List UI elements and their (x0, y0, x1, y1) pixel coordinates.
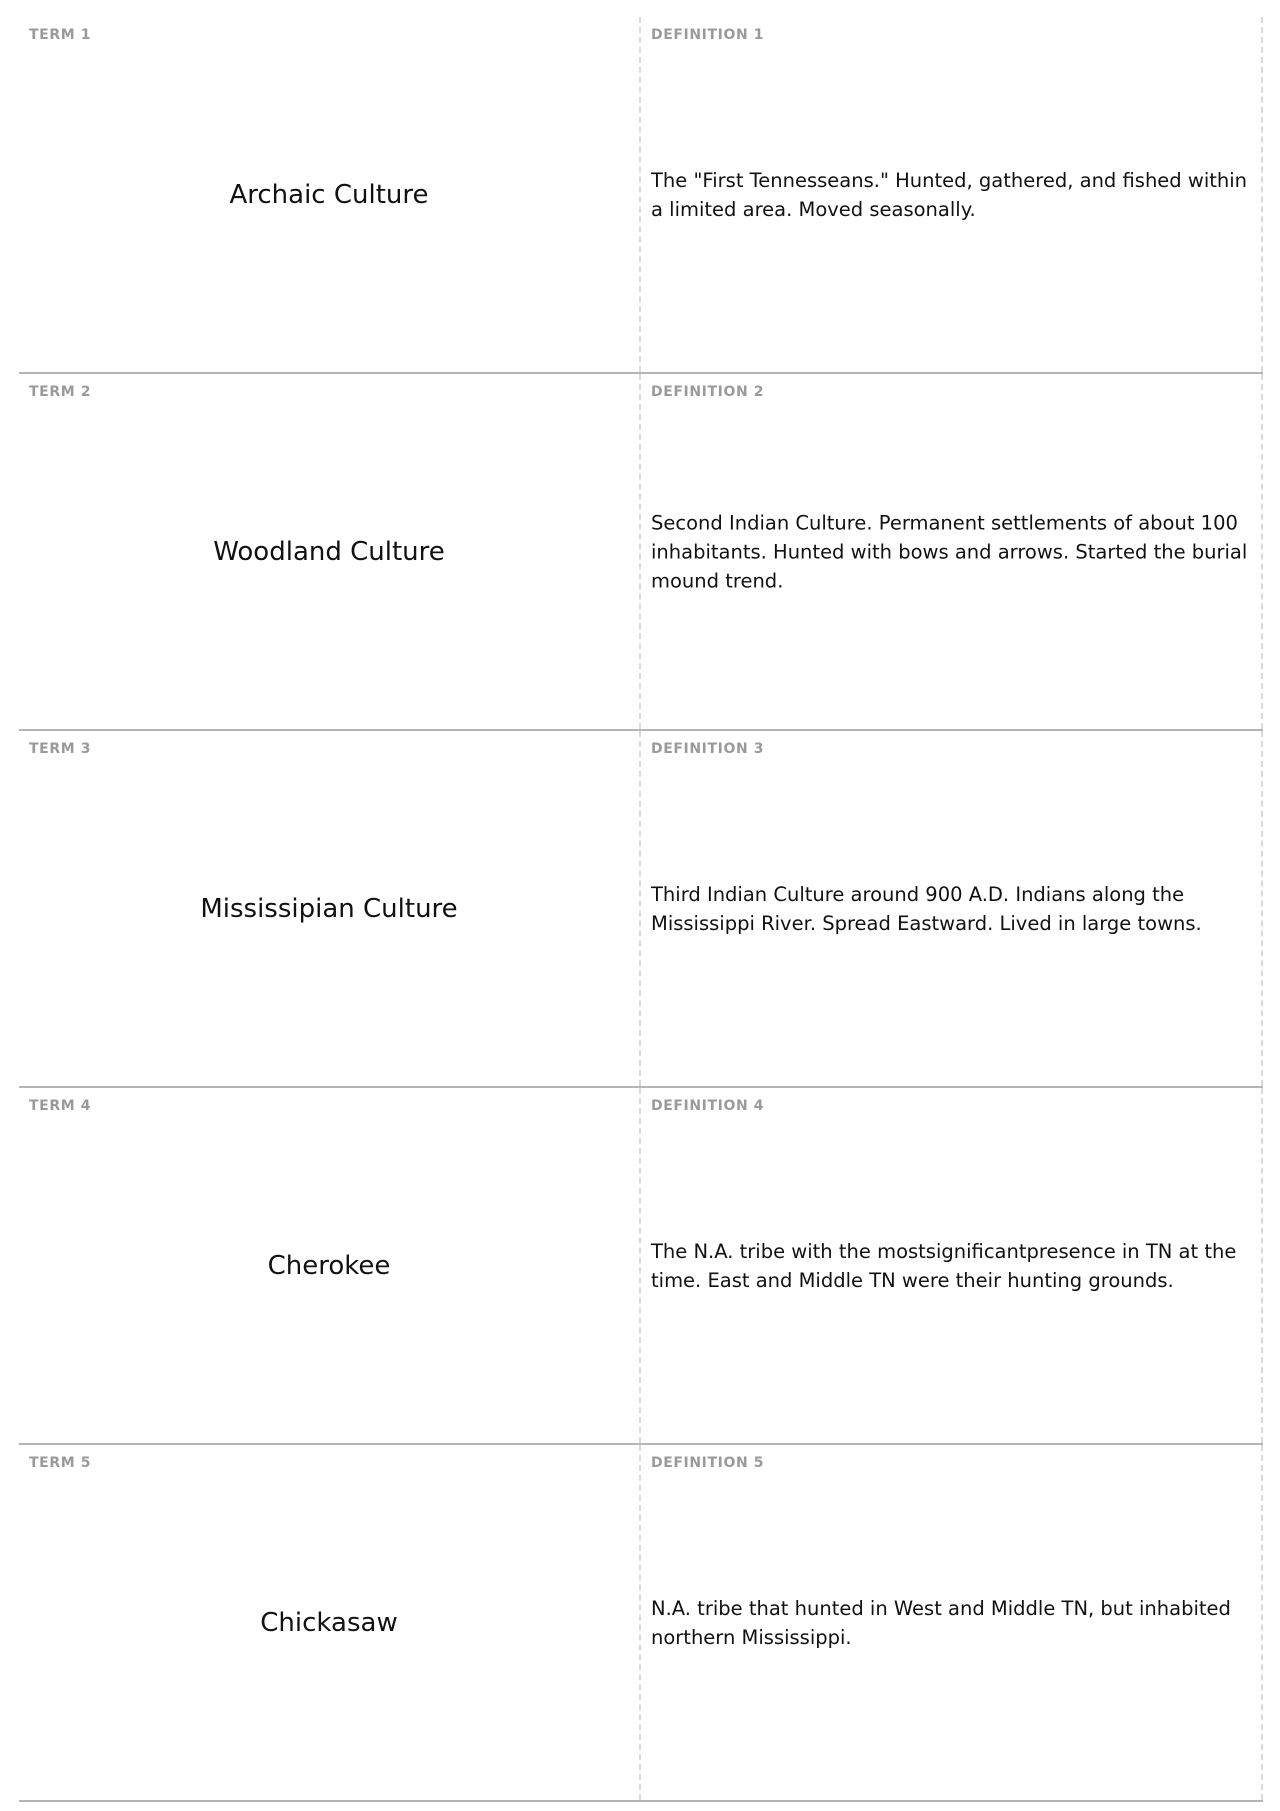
term-text: Mississipian Culture (200, 893, 458, 924)
definition-cell (641, 1088, 1263, 1443)
flashcard-row (19, 17, 1263, 374)
flashcard-sheet (19, 17, 1263, 1800)
term-label: TERM 3 (29, 741, 92, 757)
term-cell (19, 731, 641, 1086)
flashcard-row (19, 1088, 1263, 1445)
term-cell (19, 374, 641, 729)
definition-cell (641, 374, 1263, 729)
term-text: Chickasaw (260, 1607, 398, 1638)
term-label: TERM 5 (29, 1455, 92, 1471)
definition-cell (641, 17, 1263, 372)
term-text: Cherokee (267, 1250, 391, 1281)
term-text: Archaic Culture (229, 179, 429, 210)
definition-cell (641, 1445, 1263, 1800)
term-cell (19, 1088, 641, 1443)
flashcard-row (19, 731, 1263, 1088)
term-label: TERM 1 (29, 27, 92, 43)
flashcard-row (19, 374, 1263, 731)
term-label: TERM 2 (29, 384, 92, 400)
definition-cell (641, 731, 1263, 1086)
definition-text: The N.A. tribe with the mostsignificantpresence in TN at the time. East and Middle TN were their hunting grounds. (651, 1239, 1237, 1292)
definition-text: N.A. tribe that hunted in West and Middle TN, but inhabited northern Mississippi. (651, 1596, 1231, 1649)
term-cell (19, 1445, 641, 1800)
definition-text: Second Indian Culture. Permanent settlements of about 100 inhabitants. Hunted with bows and arrows. Started the burial mound trend. (651, 511, 1248, 592)
term-label: TERM 4 (29, 1098, 92, 1114)
flashcard-row (19, 1445, 1263, 1802)
definition-text: Third Indian Culture around 900 A.D. Indians along the Mississippi River. Spread Eastward. Lived in large towns. (651, 882, 1202, 935)
term-text: Woodland Culture (213, 536, 445, 567)
definition-label: DEFINITION 2 (651, 384, 765, 400)
definition-text: The "First Tennesseans." Hunted, gathered, and fished within a limited area. Moved seasonally. (651, 168, 1248, 221)
definition-label: DEFINITION 3 (651, 741, 765, 757)
definition-label: DEFINITION 4 (651, 1098, 765, 1114)
term-cell (19, 17, 641, 372)
definition-label: DEFINITION 1 (651, 27, 765, 43)
definition-label: DEFINITION 5 (651, 1455, 765, 1471)
